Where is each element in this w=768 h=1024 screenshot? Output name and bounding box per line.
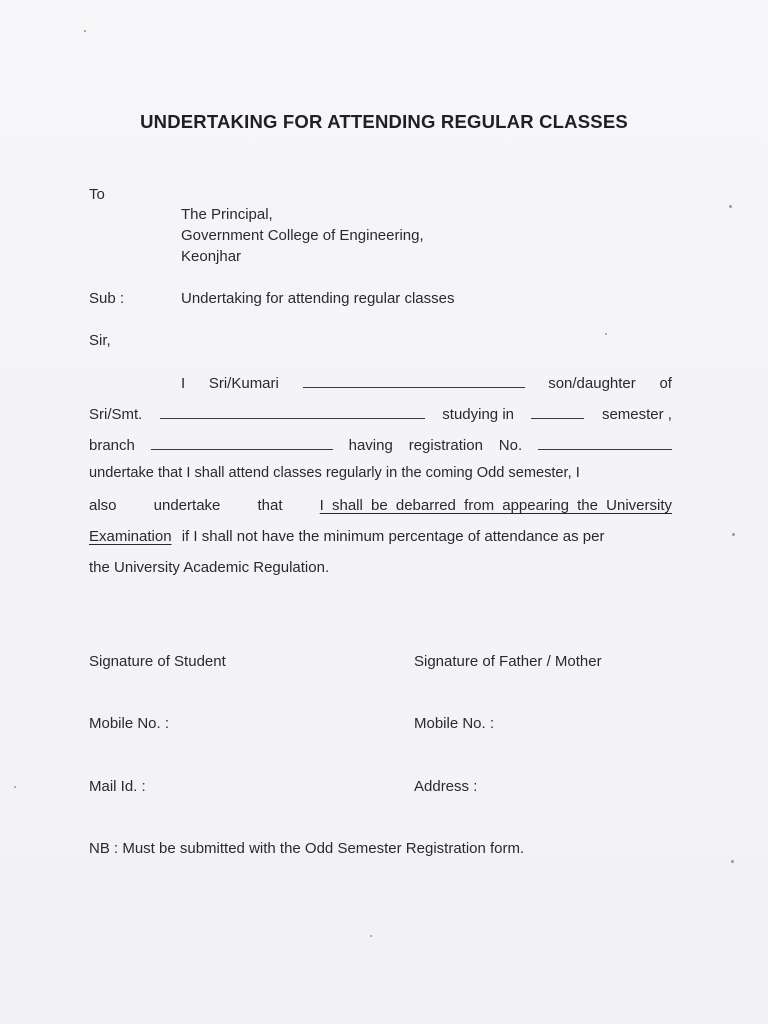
document-title: UNDERTAKING FOR ATTENDING REGULAR CLASSES xyxy=(140,111,628,132)
son-daughter-label: son/daughter xyxy=(548,375,636,392)
signature-parent-label: Signature of Father / Mother xyxy=(414,653,602,670)
signature-student-label: Signature of Student xyxy=(89,653,226,670)
having-text: having xyxy=(348,437,393,454)
debarred-clause-underlined: I shall be debarred from appearing the University xyxy=(319,497,672,514)
body-line-2 xyxy=(89,403,672,423)
subject-text: Undertaking for attending regular classes xyxy=(181,290,455,307)
pronoun-text: I xyxy=(181,375,186,392)
body-line-7: the University Academic Regulation. xyxy=(89,559,330,576)
that-text: that xyxy=(257,497,283,514)
branch-label: branch xyxy=(89,437,135,454)
address-line-3: Keonjhar xyxy=(181,248,242,265)
sri-smt-label: Sri/Smt. xyxy=(89,406,143,423)
semester-blank xyxy=(531,403,584,419)
mail-id-label: Mail Id. : xyxy=(89,778,146,795)
subject-label: Sub : xyxy=(89,290,125,307)
scan-speck xyxy=(729,205,732,208)
sri-kumari-label: Sri/Kumari xyxy=(208,375,279,392)
submission-note: NB : Must be submitted with the Odd Semester Registration form. xyxy=(89,840,525,857)
undertake-text: undertake xyxy=(153,497,221,514)
semester-label: semester , xyxy=(601,406,672,423)
body-line-1 xyxy=(181,372,672,392)
student-mobile-label: Mobile No. : xyxy=(89,715,170,732)
address-line-2: Government College of Engineering, xyxy=(181,227,424,244)
registration-no-blank xyxy=(538,434,672,450)
address-line-1: The Principal, xyxy=(181,206,273,223)
student-name-blank xyxy=(303,372,525,388)
body-line-5 xyxy=(89,497,672,514)
no-label: No. xyxy=(498,437,523,454)
salutation: Sir, xyxy=(89,332,111,349)
branch-blank xyxy=(151,434,333,450)
body-line-3 xyxy=(89,434,672,454)
scan-speck xyxy=(84,30,86,32)
to-label: To xyxy=(89,186,105,203)
registration-text: registration xyxy=(408,437,483,454)
body-line-4: undertake that I shall attend classes regularly in the coming Odd semester, I xyxy=(89,465,580,481)
parent-mobile-label: Mobile No. : xyxy=(414,715,495,732)
scan-speck xyxy=(732,533,735,536)
of-text: of xyxy=(659,375,672,392)
scan-speck xyxy=(731,860,734,863)
address-label: Address : xyxy=(414,778,478,795)
body-line-6 xyxy=(89,528,672,545)
scan-speck xyxy=(14,786,16,788)
examination-underlined: Examination xyxy=(89,528,172,545)
also-text: also xyxy=(89,497,117,514)
scan-speck xyxy=(605,333,607,335)
attendance-clause: if I shall not have the minimum percentage of attendance as per xyxy=(181,528,605,545)
parent-name-blank xyxy=(160,403,425,419)
scan-speck xyxy=(370,935,372,937)
studying-in-label: studying in xyxy=(442,406,514,423)
